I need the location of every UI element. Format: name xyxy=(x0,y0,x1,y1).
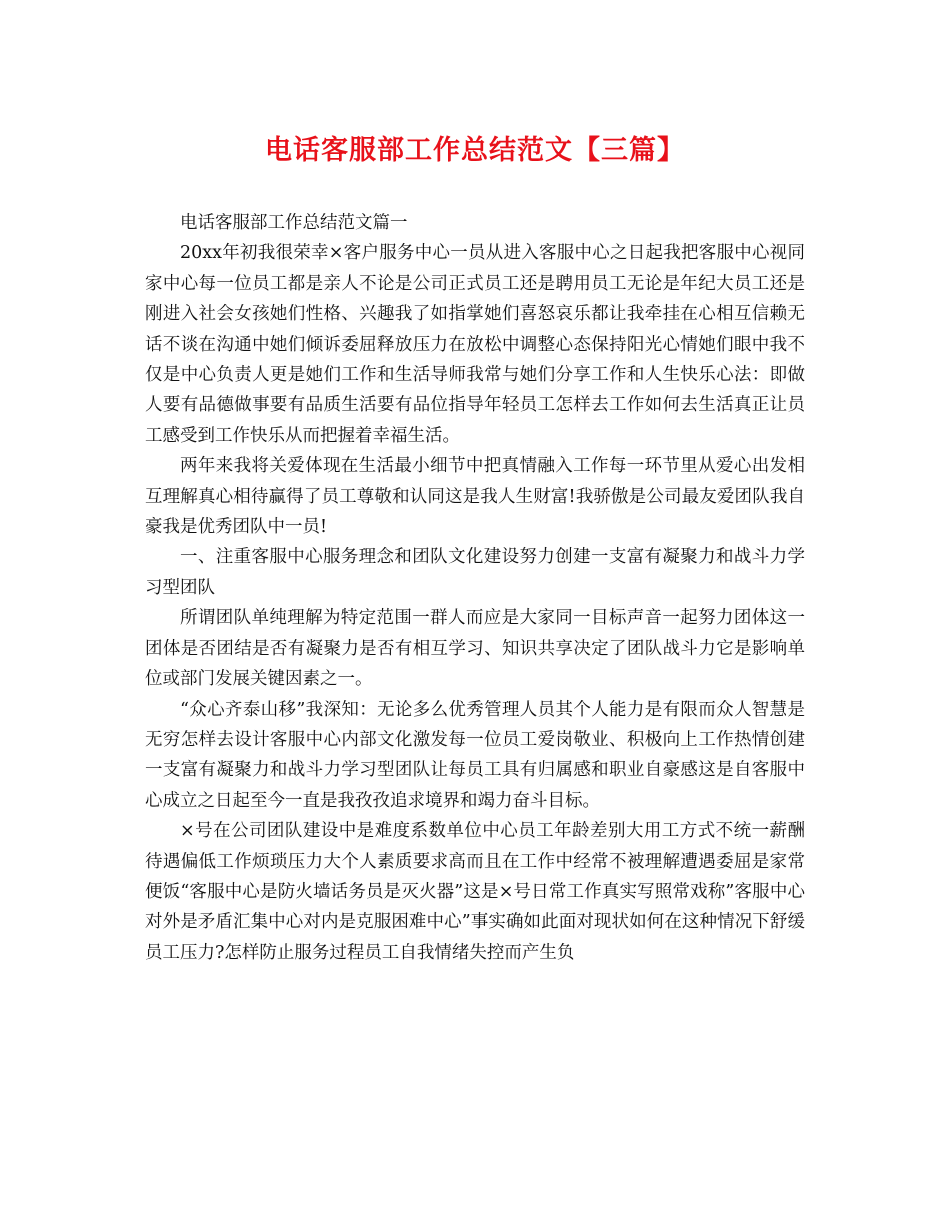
section-heading: 电话客服部工作总结范文篇一 xyxy=(180,213,408,233)
paragraph: 20xx年初我很荣幸×客户服务中心一员从进入客服中心之日起我把客服中心视同家中心每一位员工都是亲人不论是公司正式员工还是聘用员工无论是年纪大员工还是刚进入社会女孩她们性格、兴趣我了如指掌她们喜怒哀乐都让我牵挂在心相互信赖无话不谈在沟通中她们倾诉委屈释放压力在放松中调整心态保持阳光心情她们眼中我不仅是中心负责人更是她们工作和生活导师我常与她们分享工作和人生快乐心法：即做人要有品德做事要有品质生活要有品位指导年轻员工怎样去工作如何去生活真正让员工感受到工作快乐从而把握着幸福生活。 xyxy=(145,243,805,446)
paragraph: ×号在公司团队建设中是难度系数单位中心员工年龄差别大用工方式不统一薪酬待遇偏低工作烦琐压力大个人素质要求高而且在工作中经常不被理解遭遇委屈是家常便饭“客服中心是防火墙话务员是灭火器”这是×号日常工作真实写照常戏称”客服中心对外是矛盾汇集中心对内是克服困难中心”事实确如此面对现状如何在这种情况下舒缓员工压力?怎样防止服务过程员工自我情绪失控而产生负 xyxy=(145,821,805,963)
document-title: 电话客服部工作总结范文【三篇】 xyxy=(265,135,685,166)
paragraph: “众心齐泰山移”我深知：无论多么优秀管理人员其个人能力是有限而众人智慧是无穷怎样去设计客服中心内部文化激发每一位员工爱岗敬业、积极向上工作热情创建一支富有凝聚力和战斗力学习型团队让每员工具有归属感和职业自豪感这是自客服中心成立之日起至今一直是我孜孜追求境界和竭力奋斗目标。 xyxy=(145,699,805,811)
subsection-heading: 一、注重客服中心服务理念和团队文化建设努力创建一支富有凝聚力和战斗力学习型团队 xyxy=(145,547,805,598)
document-body xyxy=(145,208,805,968)
paragraph: 所谓团队单纯理解为特定范围一群人而应是大家同一目标声音一起努力团体这一团体是否团结是否有凝聚力是否有相互学习、知识共享决定了团队战斗力它是影响单位或部门发展关键因素之一。 xyxy=(145,608,805,690)
paragraph: 两年来我将关爱体现在生活最小细节中把真情融入工作每一环节里从爱心出发相互理解真心相待赢得了员工尊敬和认同这是我人生财富!我骄傲是公司最友爱团队我自豪我是优秀团队中一员! xyxy=(145,456,805,538)
